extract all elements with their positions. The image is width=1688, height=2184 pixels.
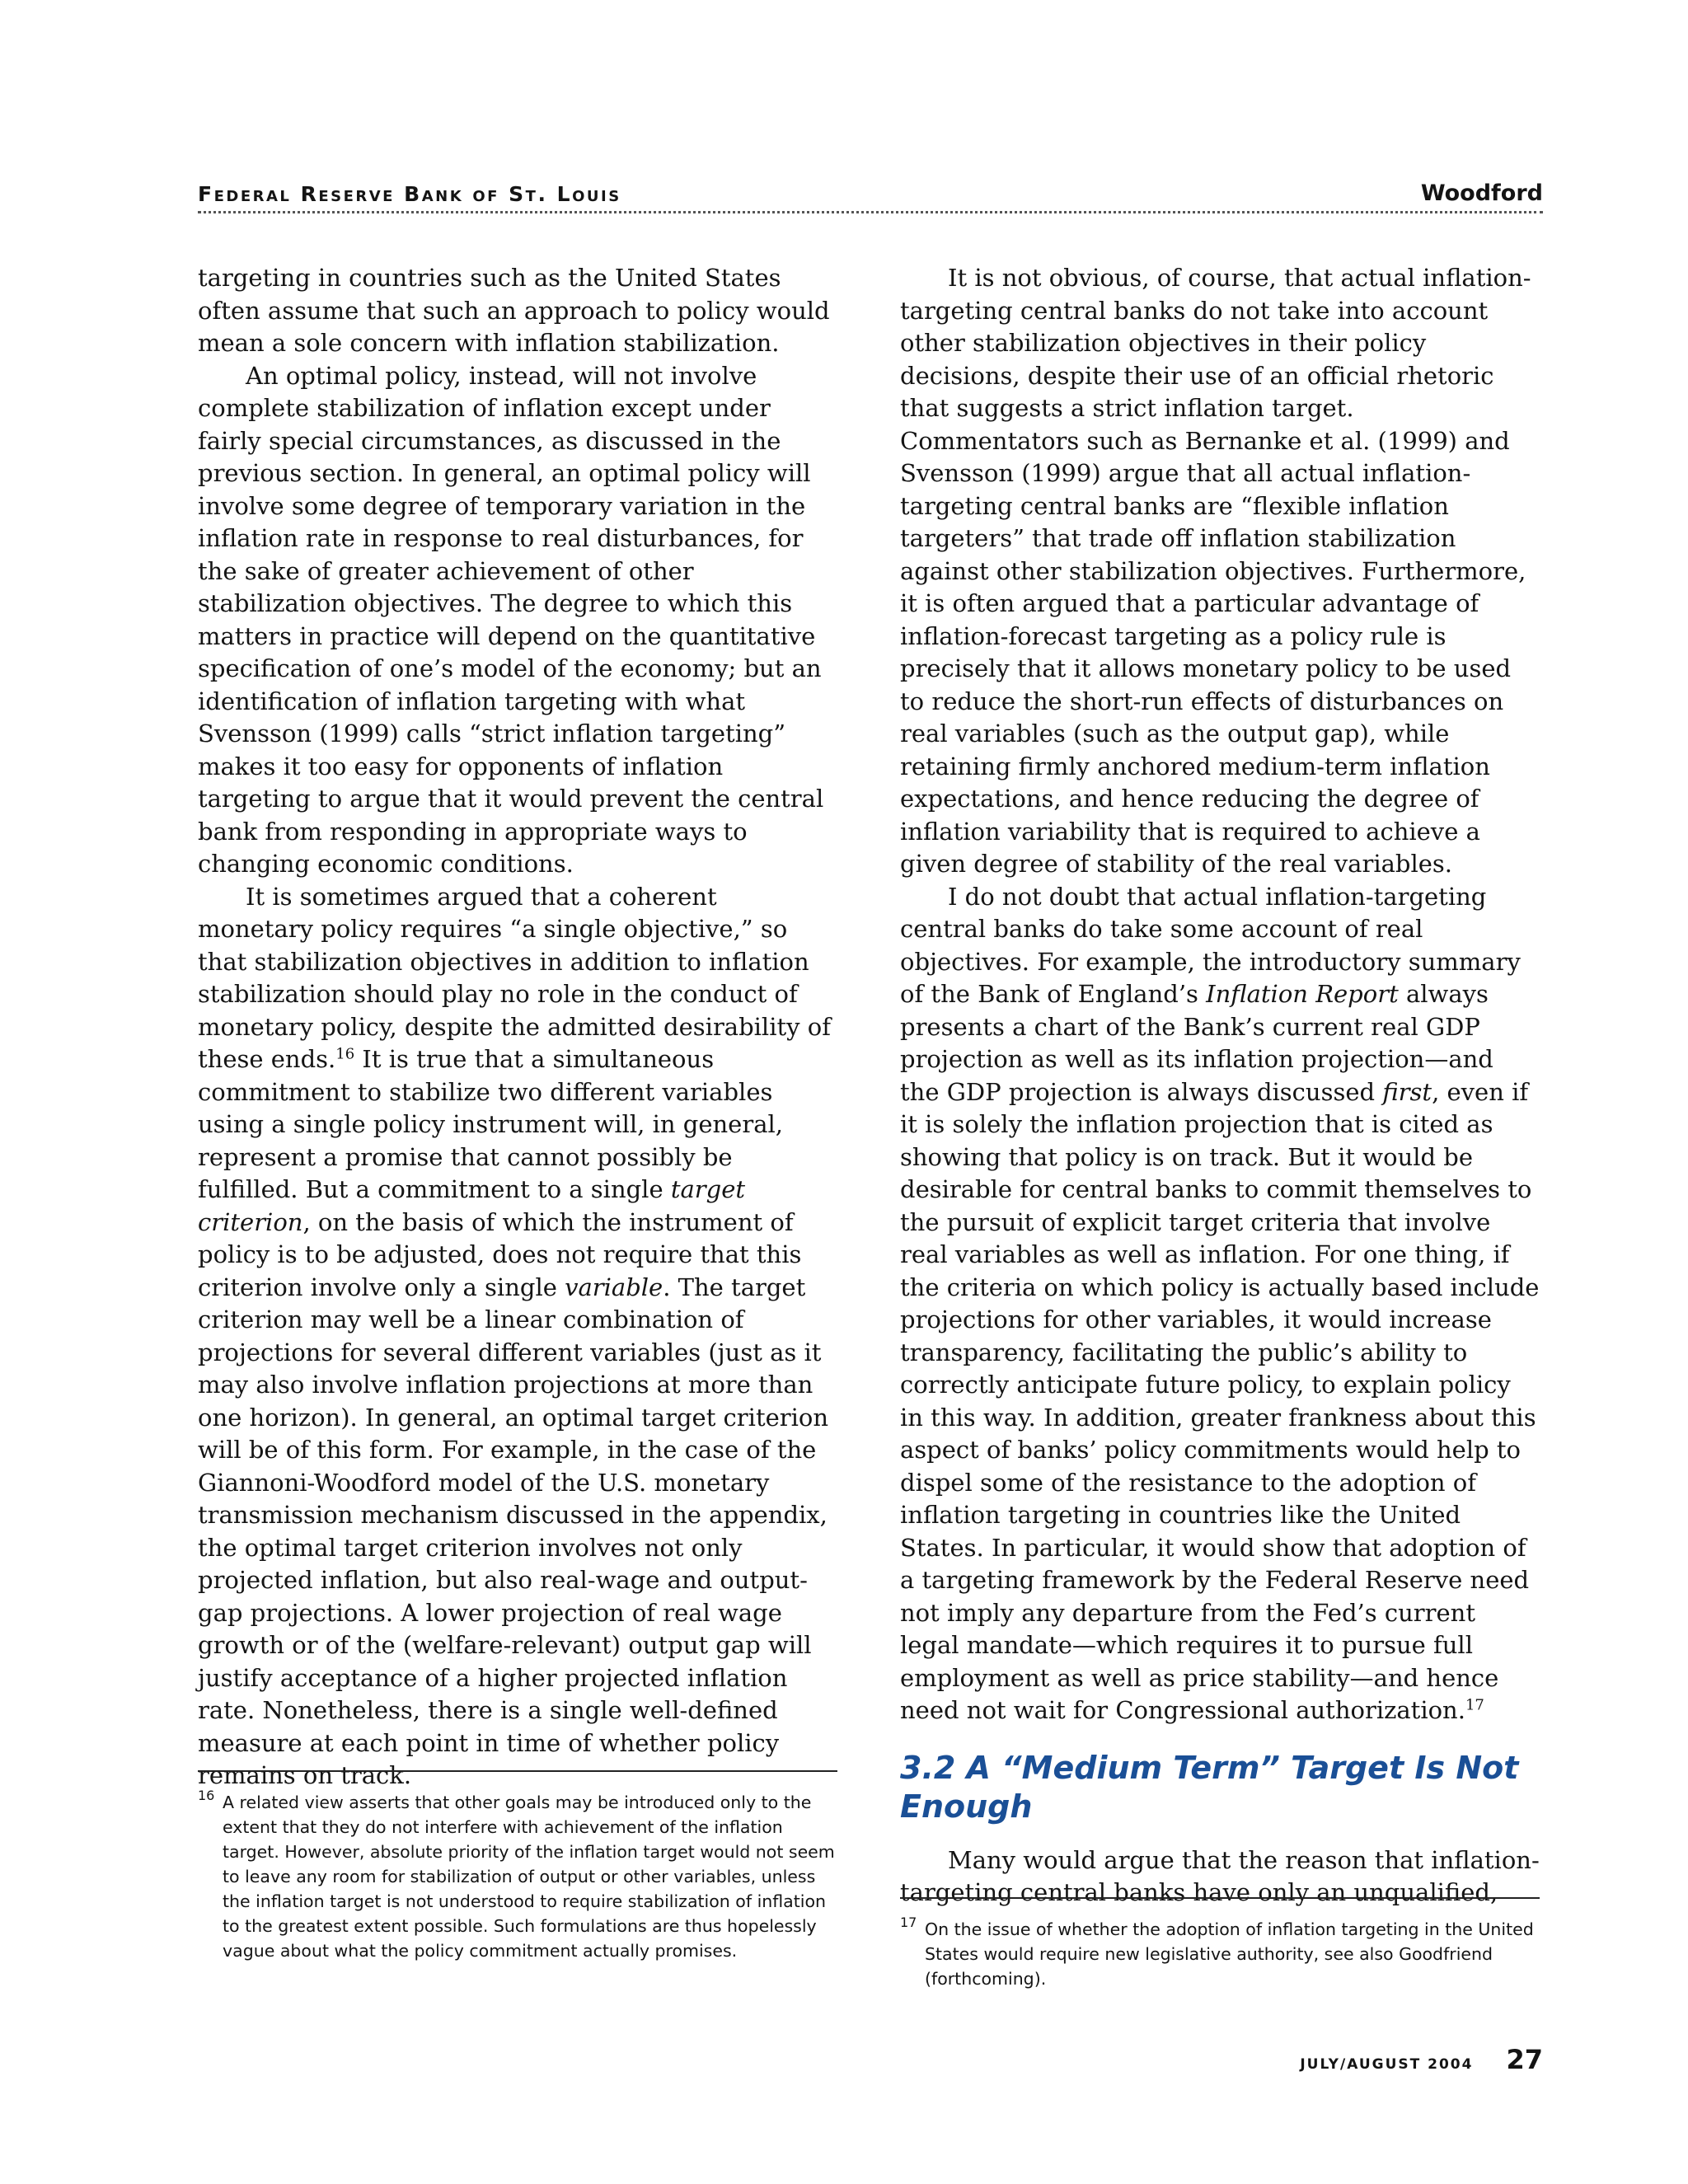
text-run: , on the basis of which the instrument of policy is to be adjusted, does not require that this criterion involve only a single — [198, 1207, 802, 1301]
paragraph: An optimal policy, instead, will not involve complete stabilization of inflation except under fairly special circumstances, as discussed in the previous section. In general, an optimal policy will involve some degree of temporary variation in the inflation rate in response to real disturbances, for the sake of greater achievement of other stabilization objectives. The degree to which this matters in practice will depend on the quantitative specification of one’s model of the economy; but an identification of inflation targeting with what Svensson (1999) calls “strict inflation targeting” makes it too easy for opponents of inflation targeting to argue that it would prevent the central bank from responding in appropriate ways to changing economic conditions. — [198, 361, 824, 878]
author-name: Woodford — [1420, 180, 1543, 206]
footnote-ref-16[interactable]: 16 — [335, 1045, 355, 1063]
footnote-number: 16 — [198, 1788, 215, 1803]
footnote-body: On the issue of whether the adoption of inflation targeting in the United States would require new legislative authority, see also Goodfriend (forthcoming). — [925, 1919, 1534, 1989]
left-column — [198, 262, 837, 1793]
footnote-17 — [900, 1897, 1540, 1991]
footnote-body: A related view asserts that other goals may be introduced only to the extent that they do not interfere with achievement of the inflation target. However, absolute priority of the inflation target would not seem to leave any room for stabilization of output or other variables, unless the inflation target is not understood to require stabilization of inflation to the greatest extent possible. Such formulations are thus hopelessly vague about what the policy commitment actually promises. — [223, 1793, 835, 1961]
page-number: 27 — [1506, 2044, 1543, 2075]
text-run: It is true that a simultaneous commitment to stabilize two different variables using a single policy instrument will, in general, represent a promise that cannot possibly be fulfilled. But a commitment to a single — [198, 1045, 783, 1203]
page-footer — [1300, 2044, 1543, 2075]
text-run: I do not doubt that actual inflation-targeting central banks do take some account of real objectives. For example, the introductory summary of the Bank of England’s — [900, 882, 1521, 1008]
section-heading: 3.2 A “Medium Term” Target Is Not Enough — [900, 1749, 1519, 1825]
italic-title: Inflation Report — [1206, 980, 1399, 1008]
text-run: always presents a chart of the Bank’s current real GDP projection as well as its inflation projection—and the GDP projection is always discussed — [900, 980, 1493, 1106]
italic-term: variable — [565, 1272, 663, 1301]
footnote-ref-17[interactable]: 17 — [1465, 1696, 1484, 1714]
paragraph — [198, 881, 837, 1793]
italic-term: target criterion — [198, 1175, 746, 1236]
paragraph: targeting in countries such as the United States often assume that such an approach to policy would mean a sole concern with inflation stabilization. — [198, 264, 830, 357]
paragraph: It is not obvious, of course, that actual inflation-targeting central banks do not take into account other stabilization objectives in their policy decisions, despite their use of an official rhetoric that suggests a strict inflation target. Commentators such as Bernanke et al. (1999) and Svensson (1999) argue that all actual inflation-targeting central banks are “flexible inflation targeters” that trade off inflation stabilization against other stabilization objectives. Furthermore, it is often argued that a particular advantage of inflation-forecast targeting as a policy rule is precisely that it allows monetary policy to be used to reduce the short-run effects of disturbances on real variables (such as the output gap), while retaining firmly anchored medium-term inflation expectations, and hence reducing the degree of inflation variability that is required to achieve a given degree of stability of the real variables. — [900, 264, 1531, 878]
journal-name: Federal Reserve Bank of St. Louis — [198, 182, 621, 206]
footnote-16 — [198, 1770, 837, 1963]
footnote-number: 17 — [900, 1915, 917, 1930]
running-header — [198, 180, 1543, 213]
text-run: It is sometimes argued that a coherent monetary policy requires “a single objective,” so that stabilization objectives in addition to inflation stabilization should play no role in the conduct of monetary policy, despite the admitted desirability of these ends. — [198, 882, 831, 1073]
footnote-text — [900, 1917, 1540, 1991]
text-run: . The target criterion may well be a linear combination of projections for several different variables (just as it may also involve inflation projections at more than one horizon). In general, an optimal target criterion will be of this form. For example, in the case of the Giannoni-Woodford model of the U.S. monetary transmission mechanism discussed in the appendix, the optimal target criterion involves not only projected inflation, but also real-wage and output-gap projections. A lower projection of real wage growth or of the (welfare-relevant) output gap will justify acceptance of a higher projected inflation rate. Nonetheless, there is a single well-defined measure at each point in time of whether policy remains on track. — [198, 1272, 829, 1789]
text-run: , even if it is solely the inflation projection that is cited as showing that policy is on track. But it would be desirable for central banks to commit themselves to the pursuit of explicit target criteria that involve real variables as well as inflation. For one thing, if the criteria on which policy is actually based include projections for other variables, it would increase transparency, facilitating the public’s ability to correctly anticipate future policy, to explain policy in this way. In addition, greater frankness about this aspect of banks’ policy commitments would help to dispel some of the resistance to the adoption of inflation targeting in countries like the United States. In particular, it would show that adoption of a targeting framework by the Federal Reserve need not imply any departure from the Fed’s current legal mandate—which requires it to pursue full employment as well as price stability—and hence need not wait for Congressional authorization. — [900, 1077, 1540, 1724]
right-column — [900, 262, 1540, 1910]
footnote-text — [198, 1790, 837, 1963]
paragraph: Many would argue that the reason that inflation-targeting central banks have only an unqualified, — [900, 1845, 1540, 1906]
issue-date: JULY/AUGUST 2004 — [1300, 2056, 1474, 2073]
italic-term: first — [1382, 1077, 1432, 1106]
paragraph — [900, 881, 1540, 1727]
